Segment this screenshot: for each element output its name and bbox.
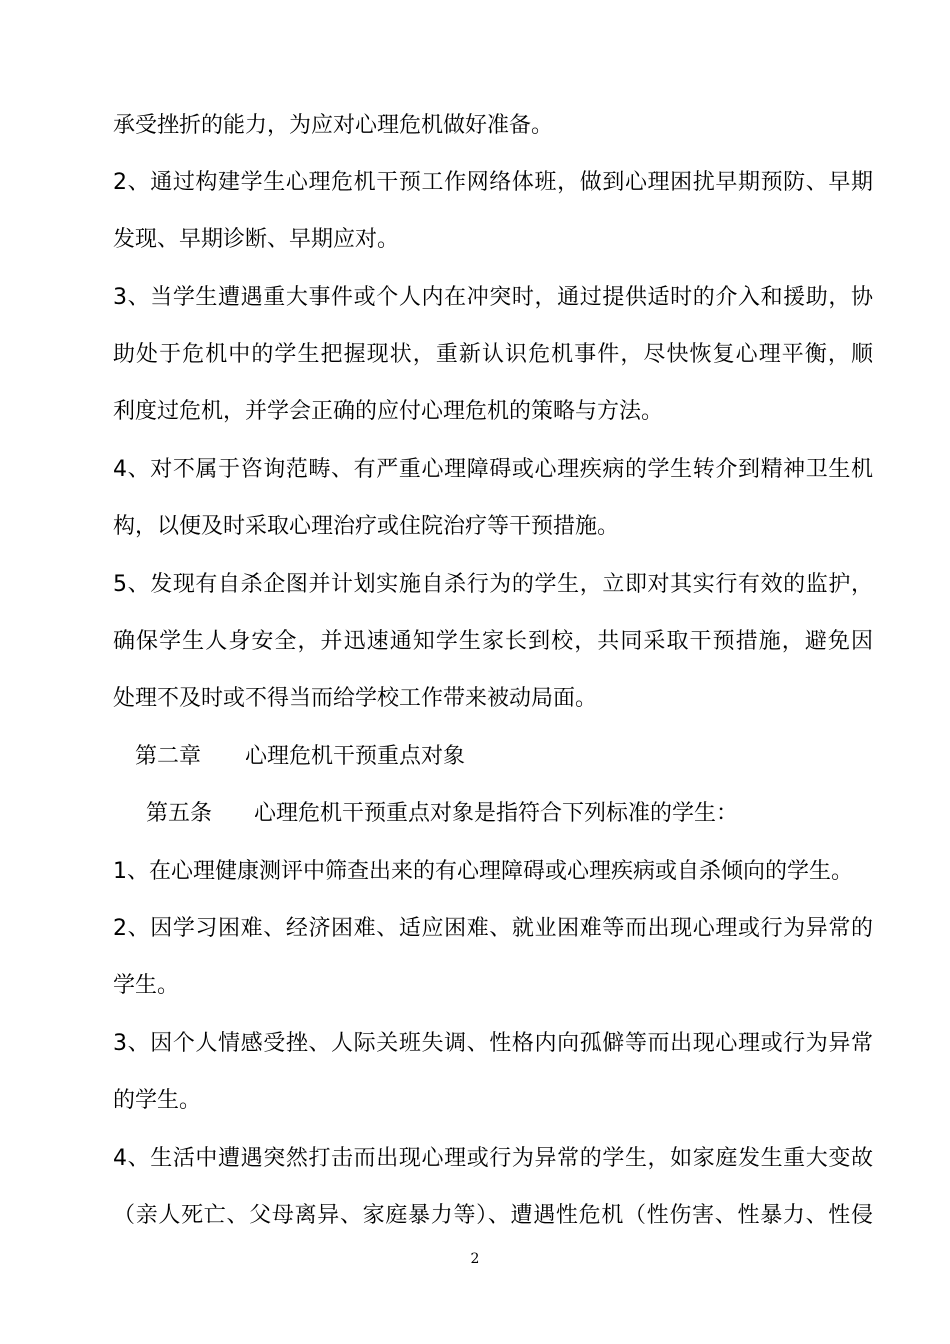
- text-line-6: 利度过危机，并学会正确的应付心理危机的策略与方法。: [113, 399, 664, 424]
- chapter-label: 第二章: [135, 744, 202, 769]
- list-item-line-6: 4、生活中遭遇突然打击而出现心理或行为异常的学生，如家庭发生重大变故: [113, 1146, 873, 1171]
- article-heading: [146, 799, 738, 829]
- list-item-line-4: 3、因个人情感受挫、人际关班失调、性格内向孤僻等而出现心理或行为异常: [113, 1031, 873, 1056]
- chapter-heading: [135, 742, 465, 772]
- text-line-3: 发现、早期诊断、早期应对。: [113, 227, 400, 252]
- list-item-line-5: 的学生。: [113, 1088, 202, 1113]
- article-label: 第五条: [146, 801, 213, 826]
- text-line-1: 承受挫折的能力，为应对心理危机做好准备。: [113, 113, 554, 138]
- page-number: 2: [470, 1251, 480, 1267]
- text-line-10: 确保学生人身安全，并迅速通知学生家长到校，共同采取干预措施，避免因: [113, 629, 873, 654]
- text-line-9: 5、发现有自杀企图并计划实施自杀行为的学生，立即对其实行有效的监护，: [113, 572, 873, 597]
- list-item-line-2: 2、因学习困难、经济困难、适应困难、就业困难等而出现心理或行为异常的: [113, 916, 873, 941]
- list-item-line-1: 1、在心理健康测评中筛查出来的有心理障碍或心理疾病或自杀倾向的学生。: [113, 859, 853, 884]
- text-line-7: 4、对不属于咨询范畴、有严重心理障碍或心理疾病的学生转介到精神卫生机: [113, 457, 873, 482]
- article-text: 心理危机干预重点对象是指符合下列标准的学生：: [254, 801, 739, 826]
- list-item-line-3: 学生。: [113, 973, 180, 998]
- text-line-5: 助处于危机中的学生把握现状，重新认识危机事件，尽快恢复心理平衡，顺: [113, 342, 873, 367]
- text-line-4: 3、当学生遭遇重大事件或个人内在冲突时，通过提供适时的介入和援助，协: [113, 285, 873, 310]
- text-line-8: 构，以便及时采取心理治疗或住院治疗等干预措施。: [113, 514, 620, 539]
- text-line-11: 处理不及时或不得当而给学校工作带来被动局面。: [113, 686, 598, 711]
- list-item-line-7: （亲人死亡、父母离异、家庭暴力等）、遭遇性危机（性伤害、性暴力、性侵: [113, 1203, 873, 1228]
- text-line-2: 2、通过构建学生心理危机干预工作网络体班，做到心理困扰早期预防、早期: [113, 170, 873, 195]
- chapter-title: 心理危机干预重点对象: [245, 744, 466, 769]
